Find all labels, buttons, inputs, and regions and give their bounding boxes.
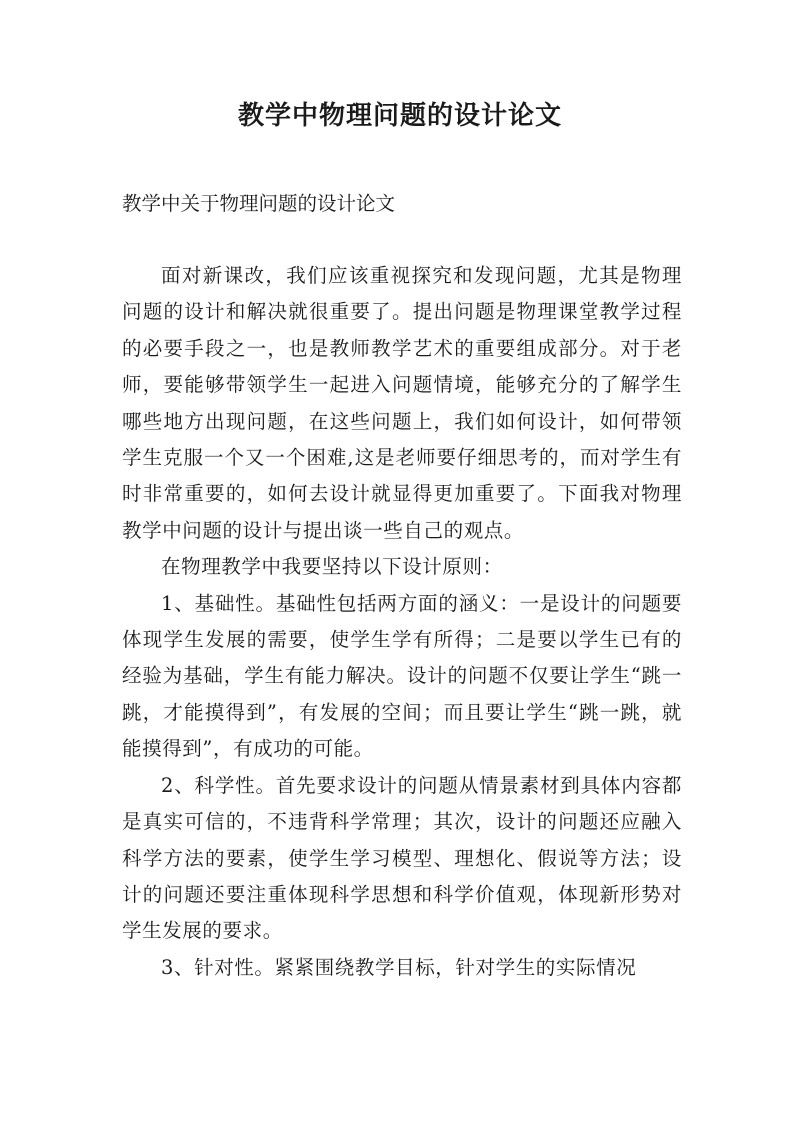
document-title: 教学中物理问题的设计论文	[237, 101, 562, 131]
paragraph-scientific: 2、科学性。首先要求设计的问题从情景素材到具体内容都是真实可信的，不违背科学常理；其次，设计的问题还应融入科学方法的要素，使学生学习模型、理想化、假说等方法；设计的问题还要注重体现科学思想和科学价值观，体现新形势对学生发展的要求。	[122, 773, 682, 943]
paragraph-targeted: 3、针对性。紧紧围绕教学目标，针对学生的实际情况	[161, 955, 637, 979]
paragraph-intro: 面对新课改，我们应该重视探究和发现问题，尤其是物理问题的设计和解决就很重要了。提出问题是物理课堂教学过程的必要手段之一，也是教师教学艺术的重要组成部分。对于老师，要能够带领学生一起进入问题情境，能够充分的了解学生哪些地方出现问题，在这些问题上，我们如何设计，如何带领学生克服一个又一个困难,这是老师要仔细思考的，而对学生有时非常重要的，如何去设计就显得更加重要了。下面我对物理教学中问题的设计与提出谈一些自己的观点。	[122, 264, 682, 542]
paragraph-principles: 在物理教学中我要坚持以下设计原则：	[161, 555, 503, 579]
document-subtitle: 教学中关于物理问题的设计论文	[122, 192, 396, 215]
paragraph-basic: 1、基础性。基础性包括两方面的涵义：一是设计的问题要体现学生发展的需要，使学生学有所得；二是要以学生已有的经验为基础，学生有能力解决。设计的问题不仅要让学生“跳一跳，才能摸得到”，有发展的空间；而且要让学生“跳一跳，就能摸得到”，有成功的可能。	[122, 591, 682, 761]
document-body	[122, 258, 682, 986]
